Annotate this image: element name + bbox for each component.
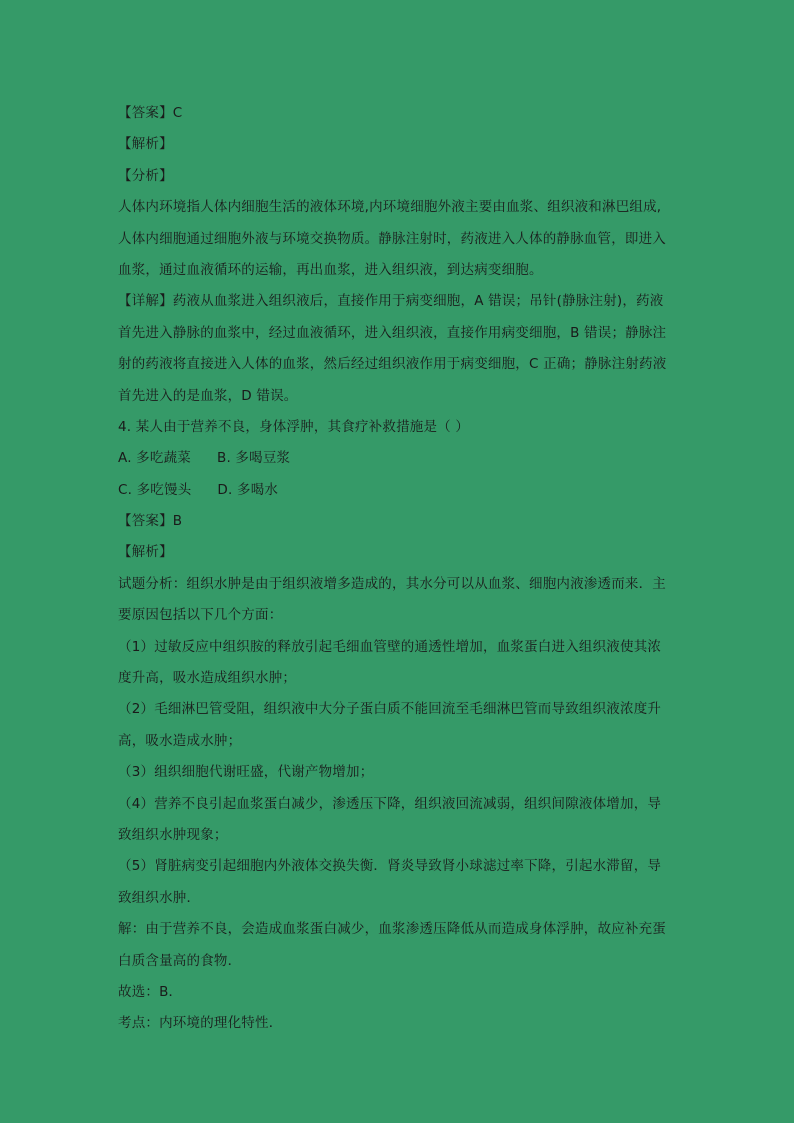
- analysis-line: 致组织水肿．: [118, 889, 201, 906]
- fenxi-line: 血浆，通过血液循环的运输，再出血浆，进入组织液，到达病变细胞。: [118, 261, 543, 278]
- analysis-line: 试题分析：组织水肿是由于组织液增多造成的，其水分可以从血浆、细胞内液渗透而来．主: [118, 575, 666, 592]
- detail-line: 首先进入静脉的血浆中，经过血液循环，进入组织液，直接作用病变细胞，B 错误；静脉注: [118, 324, 667, 341]
- option-a: A. 多吃蔬菜: [118, 450, 191, 467]
- options-row-cd: [118, 475, 678, 506]
- analysis-line: （1）过敏反应中组织胺的释放引起毛细血管壁的通透性增加，血浆蛋白进入组织液使其浓: [118, 638, 662, 655]
- fenxi-line: 人体内环境指人体内细胞生活的液体环境,内环境细胞外液主要由血浆、组织液和淋巴组成,: [118, 199, 662, 216]
- analysis-heading: 【解析】: [118, 544, 173, 561]
- analysis-line: （5）肾脏病变引起细胞内外液体交换失衡．肾炎导致肾小球滤过率下降，引起水滞留，导: [118, 858, 662, 875]
- analysis-line: （3）组织细胞代谢旺盛，代谢产物增加；: [118, 764, 374, 781]
- fenxi-heading: 【分析】: [118, 167, 173, 184]
- options-row-ab: [118, 443, 678, 474]
- analysis-line: 高，吸水造成水肿；: [118, 732, 242, 749]
- option-c: C. 多吃馒头: [118, 481, 192, 498]
- fenxi-line: 人体内细胞通过细胞外液与环境交换物质。静脉注射时，药液进入人体的静脉血管，即进入: [118, 230, 666, 247]
- analysis-line: 白质含量高的食物．: [118, 952, 242, 969]
- question-4-stem: 4. 某人由于营养不良，身体浮肿，其食疗补救措施是（ ）: [118, 418, 470, 435]
- detail-line: 射的药液将直接进入人体的血浆，然后经过组织液作用于病变细胞，C 正确；静脉注射药液: [118, 356, 667, 373]
- analysis-line: （4）营养不良引起血浆蛋白减少，渗透压下降，组织液回流减弱，组织间隙液体增加，导: [118, 795, 662, 812]
- analysis-line: 故选：B．: [118, 983, 183, 1000]
- document-page: [118, 98, 678, 1040]
- analysis-line: 考点：内环境的理化特性．: [118, 1015, 283, 1032]
- analysis-line: 致组织水肿现象；: [118, 826, 228, 843]
- option-b: B. 多喝豆浆: [216, 450, 291, 467]
- analysis-line: （2）毛细淋巴管受阻，组织液中大分子蛋白质不能回流至毛细淋巴管而导致组织液浓度升: [118, 701, 662, 718]
- answer-label: 【答案】B: [118, 513, 183, 530]
- analysis-heading: 【解析】: [118, 136, 173, 153]
- option-d: D. 多喝水: [217, 481, 279, 498]
- answer-label: 【答案】C: [118, 105, 183, 121]
- detail-line: 首先进入的是血浆，D 错误。: [118, 387, 298, 404]
- analysis-line: 要原因包括以下几个方面：: [118, 607, 283, 624]
- analysis-line: 解：由于营养不良，会造成血浆蛋白减少，血浆渗透压降低从而造成身体浮肿，故应补充蛋: [118, 921, 666, 938]
- analysis-line: 度升高，吸水造成组织水肿；: [118, 670, 297, 687]
- detail-line: 【详解】药液从血浆进入组织液后，直接作用于病变细胞，A 错误；吊针(静脉注射)，药液: [118, 293, 664, 310]
